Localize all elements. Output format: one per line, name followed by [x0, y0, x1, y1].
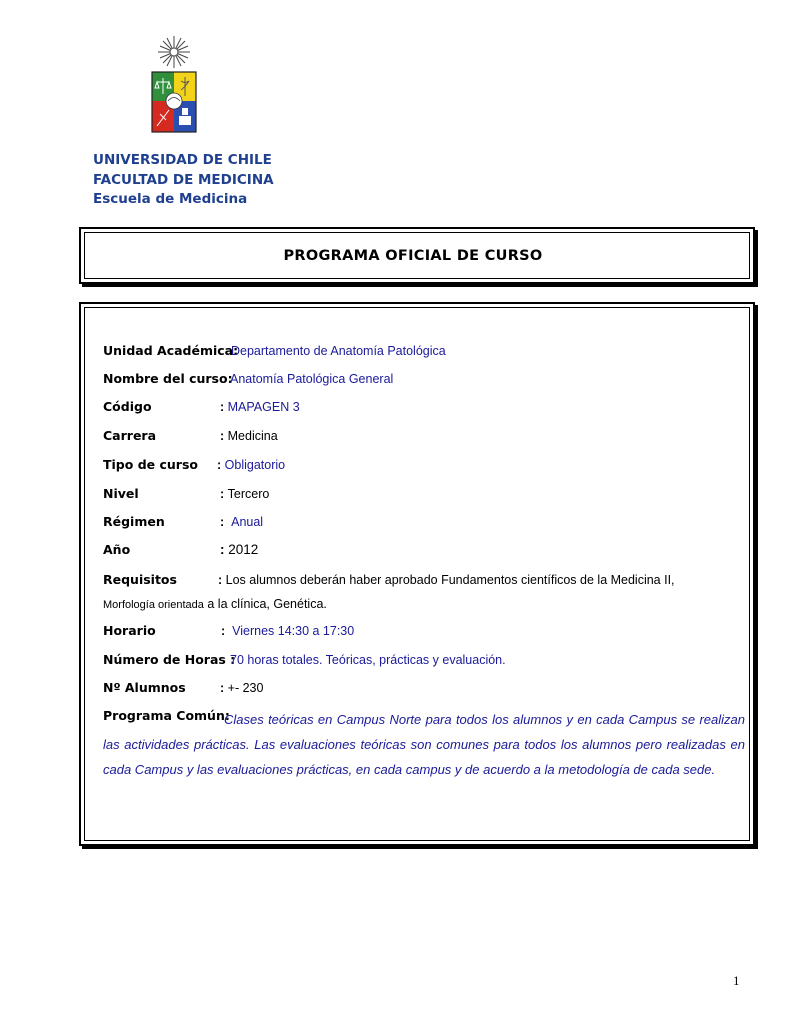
school-name: Escuela de Medicina [93, 191, 248, 207]
field-label: Nombre del curso: [103, 371, 233, 386]
page-number: 1 [733, 973, 740, 988]
institution-header [93, 151, 274, 210]
field-label: Nº Alumnos [103, 680, 186, 695]
requisitos-continuation-small: Morfología orientada [103, 599, 204, 611]
field-label: Horario [103, 623, 156, 638]
field-programa-comun-value: Clases teóricas en Campus Norte para todos los alumnos y en cada Campus se realizan las actividades prácticas. Las evaluaciones teóricas son comunes para todos los alumnos pero realizadas en cada Campus y las evaluaciones prácticas, en cada campus y de acuerdo a la metodología de cada sede. [103, 712, 745, 777]
field-label: Nivel [103, 486, 139, 501]
title-box [79, 227, 755, 284]
field-label: Año [103, 542, 131, 557]
field-value: Anual [231, 515, 264, 529]
shield-icon [152, 72, 196, 132]
field-value: Departamento de Anatomía Patológica [231, 344, 446, 358]
field-label: Unidad Académica: [103, 343, 239, 358]
field-label: Carrera [103, 428, 157, 443]
field-value: Tercero [227, 487, 270, 501]
field-value: Los alumnos deberán haber aprobado Fundamentos científicos de la Medicina II, [225, 573, 675, 587]
field-value: Anatomía Patológica General [230, 372, 394, 386]
field-value: Viernes 14:30 a 17:30 [232, 624, 355, 638]
field-label: Número de Horas : [103, 652, 236, 667]
page-title: PROGRAMA OFICIAL DE CURSO [283, 247, 543, 264]
field-value: +- 230 [227, 681, 264, 695]
field-value: Obligatorio [224, 458, 286, 472]
university-name: UNIVERSIDAD DE CHILE [93, 152, 272, 168]
university-coat-of-arms [146, 34, 202, 136]
field-label: Tipo de curso [103, 457, 198, 472]
field-label: Requisitos [103, 572, 177, 587]
field-label: Código [103, 399, 152, 414]
field-value: 70 horas totales. Teóricas, prácticas y evaluación. [230, 653, 506, 667]
field-value: 2012 [228, 542, 259, 557]
requisitos-continuation: a la clínica, Genética. [203, 597, 327, 611]
star-emblem-icon [158, 36, 190, 68]
field-value: MAPAGEN 3 [227, 400, 300, 414]
faculty-name: FACULTAD DE MEDICINA [93, 171, 274, 188]
field-programa-comun-label: Programa Común: [103, 708, 230, 723]
field-value: Medicina [227, 429, 278, 443]
field-requisitos-continuation [103, 597, 327, 611]
field-label: Régimen [103, 514, 165, 529]
